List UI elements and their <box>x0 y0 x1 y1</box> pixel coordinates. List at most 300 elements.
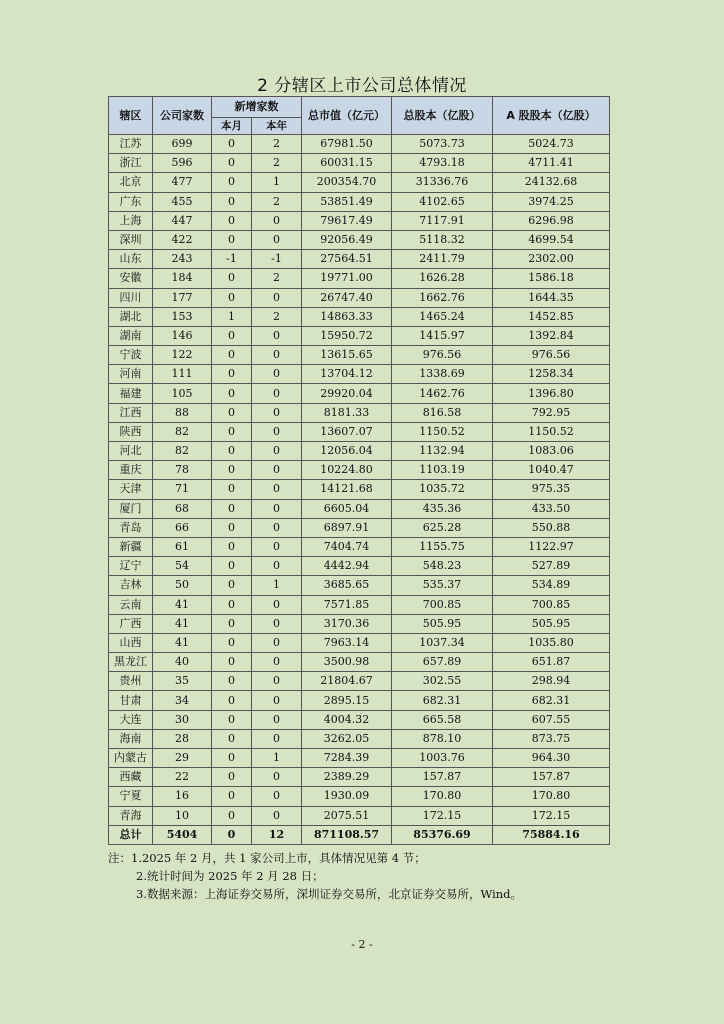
cell-total-shares: 1415.97 <box>392 326 493 345</box>
cell-a-shares: 1258.34 <box>493 365 610 384</box>
cell-a-shares: 550.88 <box>493 518 610 537</box>
cell-total-shares: 1338.69 <box>392 365 493 384</box>
cell-new-year: 0 <box>252 365 302 384</box>
cell-region: 黑龙江 <box>109 653 153 672</box>
cell-total-shares: 976.56 <box>392 346 493 365</box>
cell-total-shares: 1155.75 <box>392 537 493 556</box>
cell-a-shares: 964.30 <box>493 749 610 768</box>
cell-count: 477 <box>153 173 212 192</box>
cell-new-year: 2 <box>252 135 302 154</box>
table-row <box>109 442 610 461</box>
cell-total-shares: 1465.24 <box>392 307 493 326</box>
table-row <box>109 403 610 422</box>
table-row <box>109 288 610 307</box>
table-row <box>109 806 610 825</box>
cell-total-shares: 505.95 <box>392 614 493 633</box>
cell-new-month: 0 <box>212 710 252 729</box>
cell-new-year: 0 <box>252 326 302 345</box>
cell-total-shares: 700.85 <box>392 595 493 614</box>
cell-region: 内蒙古 <box>109 749 153 768</box>
cell-count: 71 <box>153 480 212 499</box>
cell-new-month: 0 <box>212 192 252 211</box>
cell-region: 宁波 <box>109 346 153 365</box>
cell-market-cap: 67981.50 <box>302 135 392 154</box>
cell-count: 50 <box>153 576 212 595</box>
cell-a-shares: 433.50 <box>493 499 610 518</box>
cell-market-cap: 2075.51 <box>302 806 392 825</box>
cell-a-shares: 651.87 <box>493 653 610 672</box>
cell-market-cap: 7963.14 <box>302 633 392 652</box>
cell-count: 22 <box>153 768 212 787</box>
cell-new-year: 0 <box>252 537 302 556</box>
table-row <box>109 710 610 729</box>
table-row <box>109 230 610 249</box>
table-row <box>109 135 610 154</box>
cell-a-shares: 1040.47 <box>493 461 610 480</box>
cell-new-year: 0 <box>252 346 302 365</box>
cell-count: 61 <box>153 537 212 556</box>
cell-a-shares: 5024.73 <box>493 135 610 154</box>
cell-new-month: 0 <box>212 480 252 499</box>
cell-a-shares: 1392.84 <box>493 326 610 345</box>
cell-count: 28 <box>153 729 212 748</box>
listed-companies-table <box>108 96 610 845</box>
cell-market-cap: 15950.72 <box>302 326 392 345</box>
cell-a-shares: 1122.97 <box>493 537 610 556</box>
cell-market-cap: 2895.15 <box>302 691 392 710</box>
cell-market-cap: 14863.33 <box>302 307 392 326</box>
header-region: 辖区 <box>109 97 153 135</box>
cell-new-year: 0 <box>252 403 302 422</box>
table-row <box>109 326 610 345</box>
table-row <box>109 749 610 768</box>
cell-region: 重庆 <box>109 461 153 480</box>
cell-count: 68 <box>153 499 212 518</box>
table-row <box>109 499 610 518</box>
cell-market-cap: 7571.85 <box>302 595 392 614</box>
cell-total-shares: 1103.19 <box>392 461 493 480</box>
cell-region: 深圳 <box>109 230 153 249</box>
table-row <box>109 269 610 288</box>
cell-a-shares: 6296.98 <box>493 211 610 230</box>
cell-region: 山东 <box>109 250 153 269</box>
cell-region: 江苏 <box>109 135 153 154</box>
cell-new-month: 0 <box>212 576 252 595</box>
cell-a-shares: 975.35 <box>493 480 610 499</box>
cell-count: 5404 <box>153 825 212 844</box>
footnote-2: 2.统计时间为 2025 年 2 月 28 日； <box>136 869 324 883</box>
cell-new-year: 0 <box>252 518 302 537</box>
cell-total-shares: 302.55 <box>392 672 493 691</box>
cell-market-cap: 7404.74 <box>302 537 392 556</box>
cell-new-month: 0 <box>212 729 252 748</box>
cell-region: 四川 <box>109 288 153 307</box>
cell-count: 153 <box>153 307 212 326</box>
cell-total-shares: 548.23 <box>392 557 493 576</box>
table-row <box>109 576 610 595</box>
cell-region: 辽宁 <box>109 557 153 576</box>
cell-count: 111 <box>153 365 212 384</box>
cell-count: 30 <box>153 710 212 729</box>
cell-region: 河南 <box>109 365 153 384</box>
header-count: 公司家数 <box>153 97 212 135</box>
cell-market-cap: 92056.49 <box>302 230 392 249</box>
cell-total-shares: 7117.91 <box>392 211 493 230</box>
cell-new-year: 0 <box>252 230 302 249</box>
cell-new-month: 0 <box>212 422 252 441</box>
cell-region: 陕西 <box>109 422 153 441</box>
cell-count: 122 <box>153 346 212 365</box>
table-row <box>109 614 610 633</box>
cell-market-cap: 6605.04 <box>302 499 392 518</box>
header-month: 本月 <box>212 118 252 135</box>
cell-market-cap: 6897.91 <box>302 518 392 537</box>
cell-count: 29 <box>153 749 212 768</box>
cell-new-month: 0 <box>212 787 252 806</box>
cell-new-year: 0 <box>252 442 302 461</box>
cell-total-shares: 1662.76 <box>392 288 493 307</box>
cell-market-cap: 12056.04 <box>302 442 392 461</box>
cell-market-cap: 79617.49 <box>302 211 392 230</box>
cell-total-shares: 1150.52 <box>392 422 493 441</box>
cell-region: 宁夏 <box>109 787 153 806</box>
cell-new-month: 0 <box>212 749 252 768</box>
page-number: - 2 - <box>351 938 373 951</box>
cell-new-month: 0 <box>212 499 252 518</box>
cell-new-month: 0 <box>212 806 252 825</box>
cell-a-shares: 298.94 <box>493 672 610 691</box>
cell-total-shares: 1132.94 <box>392 442 493 461</box>
cell-total-shares: 4102.65 <box>392 192 493 211</box>
cell-new-month: 0 <box>212 326 252 345</box>
cell-a-shares: 4711.41 <box>493 154 610 173</box>
footnotes <box>108 849 668 903</box>
cell-market-cap: 13615.65 <box>302 346 392 365</box>
cell-region: 总计 <box>109 825 153 844</box>
cell-region: 吉林 <box>109 576 153 595</box>
cell-region: 上海 <box>109 211 153 230</box>
cell-market-cap: 21804.67 <box>302 672 392 691</box>
cell-region: 浙江 <box>109 154 153 173</box>
cell-market-cap: 200354.70 <box>302 173 392 192</box>
table-row <box>109 768 610 787</box>
cell-a-shares: 170.80 <box>493 787 610 806</box>
cell-total-shares: 657.89 <box>392 653 493 672</box>
cell-new-month: 0 <box>212 653 252 672</box>
cell-count: 177 <box>153 288 212 307</box>
table-row <box>109 346 610 365</box>
cell-a-shares: 75884.16 <box>493 825 610 844</box>
cell-new-month: -1 <box>212 250 252 269</box>
cell-new-year: 0 <box>252 768 302 787</box>
cell-total-shares: 1462.76 <box>392 384 493 403</box>
cell-new-year: 0 <box>252 691 302 710</box>
cell-region: 新疆 <box>109 537 153 556</box>
cell-total-shares: 31336.76 <box>392 173 493 192</box>
cell-region: 大连 <box>109 710 153 729</box>
cell-new-year: 0 <box>252 672 302 691</box>
cell-new-month: 0 <box>212 154 252 173</box>
cell-new-year: 2 <box>252 269 302 288</box>
cell-market-cap: 871108.57 <box>302 825 392 844</box>
cell-a-shares: 700.85 <box>493 595 610 614</box>
cell-total-shares: 5073.73 <box>392 135 493 154</box>
table-row <box>109 729 610 748</box>
cell-a-shares: 1083.06 <box>493 442 610 461</box>
cell-market-cap: 53851.49 <box>302 192 392 211</box>
header-market-cap: 总市值（亿元） <box>302 97 392 135</box>
cell-a-shares: 792.95 <box>493 403 610 422</box>
cell-region: 青岛 <box>109 518 153 537</box>
cell-market-cap: 7284.39 <box>302 749 392 768</box>
cell-new-month: 0 <box>212 365 252 384</box>
cell-new-month: 0 <box>212 461 252 480</box>
cell-region: 海南 <box>109 729 153 748</box>
cell-total-shares: 435.36 <box>392 499 493 518</box>
cell-region: 福建 <box>109 384 153 403</box>
header-total-shares: 总股本（亿股） <box>392 97 493 135</box>
total-row <box>109 825 610 844</box>
cell-market-cap: 13607.07 <box>302 422 392 441</box>
cell-region: 贵州 <box>109 672 153 691</box>
cell-a-shares: 3974.25 <box>493 192 610 211</box>
cell-region: 甘肃 <box>109 691 153 710</box>
cell-new-year: 0 <box>252 422 302 441</box>
cell-new-year: 0 <box>252 461 302 480</box>
cell-new-month: 0 <box>212 442 252 461</box>
cell-a-shares: 1644.35 <box>493 288 610 307</box>
cell-total-shares: 1037.34 <box>392 633 493 652</box>
cell-new-year: 0 <box>252 288 302 307</box>
cell-new-year: 0 <box>252 557 302 576</box>
cell-total-shares: 682.31 <box>392 691 493 710</box>
cell-region: 江西 <box>109 403 153 422</box>
cell-total-shares: 1003.76 <box>392 749 493 768</box>
cell-new-year: 0 <box>252 595 302 614</box>
cell-count: 66 <box>153 518 212 537</box>
cell-new-year: -1 <box>252 250 302 269</box>
cell-total-shares: 1035.72 <box>392 480 493 499</box>
cell-new-month: 0 <box>212 288 252 307</box>
cell-new-year: 0 <box>252 787 302 806</box>
table-row <box>109 691 610 710</box>
table-body <box>109 135 610 845</box>
table-row <box>109 672 610 691</box>
table-row <box>109 480 610 499</box>
cell-region: 天津 <box>109 480 153 499</box>
cell-new-month: 0 <box>212 595 252 614</box>
cell-total-shares: 5118.32 <box>392 230 493 249</box>
cell-count: 447 <box>153 211 212 230</box>
cell-new-year: 0 <box>252 211 302 230</box>
cell-region: 广西 <box>109 614 153 633</box>
cell-a-shares: 2302.00 <box>493 250 610 269</box>
table-row <box>109 518 610 537</box>
cell-region: 青海 <box>109 806 153 825</box>
cell-new-month: 1 <box>212 307 252 326</box>
cell-new-year: 0 <box>252 480 302 499</box>
cell-a-shares: 24132.68 <box>493 173 610 192</box>
cell-new-month: 0 <box>212 691 252 710</box>
cell-region: 云南 <box>109 595 153 614</box>
table-row <box>109 422 610 441</box>
table-header <box>109 97 610 135</box>
table-row <box>109 365 610 384</box>
cell-region: 西藏 <box>109 768 153 787</box>
cell-new-year: 0 <box>252 710 302 729</box>
cell-new-year: 2 <box>252 307 302 326</box>
cell-total-shares: 2411.79 <box>392 250 493 269</box>
cell-total-shares: 665.58 <box>392 710 493 729</box>
cell-count: 10 <box>153 806 212 825</box>
header-year: 本年 <box>252 118 302 135</box>
cell-a-shares: 1396.80 <box>493 384 610 403</box>
cell-new-month: 0 <box>212 633 252 652</box>
cell-region: 山西 <box>109 633 153 652</box>
cell-new-month: 0 <box>212 614 252 633</box>
cell-new-year: 0 <box>252 729 302 748</box>
cell-count: 82 <box>153 422 212 441</box>
cell-new-year: 0 <box>252 499 302 518</box>
cell-market-cap: 10224.80 <box>302 461 392 480</box>
cell-count: 596 <box>153 154 212 173</box>
cell-total-shares: 878.10 <box>392 729 493 748</box>
cell-new-year: 0 <box>252 633 302 652</box>
footnote-3: 3.数据来源：上海证券交易所，深圳证券交易所，北京证券交易所，Wind。 <box>136 887 523 901</box>
cell-count: 35 <box>153 672 212 691</box>
cell-region: 湖南 <box>109 326 153 345</box>
cell-total-shares: 535.37 <box>392 576 493 595</box>
cell-new-month: 0 <box>212 230 252 249</box>
table-row <box>109 633 610 652</box>
cell-count: 422 <box>153 230 212 249</box>
cell-region: 安徽 <box>109 269 153 288</box>
cell-a-shares: 505.95 <box>493 614 610 633</box>
table-row <box>109 192 610 211</box>
cell-count: 54 <box>153 557 212 576</box>
cell-market-cap: 29920.04 <box>302 384 392 403</box>
cell-a-shares: 4699.54 <box>493 230 610 249</box>
cell-count: 105 <box>153 384 212 403</box>
cell-new-year: 1 <box>252 749 302 768</box>
header-a-shares: A 股股本（亿股） <box>493 97 610 135</box>
cell-new-month: 0 <box>212 384 252 403</box>
cell-a-shares: 682.31 <box>493 691 610 710</box>
cell-a-shares: 527.89 <box>493 557 610 576</box>
cell-a-shares: 157.87 <box>493 768 610 787</box>
cell-market-cap: 8181.33 <box>302 403 392 422</box>
table-row <box>109 211 610 230</box>
cell-market-cap: 4004.32 <box>302 710 392 729</box>
cell-region: 北京 <box>109 173 153 192</box>
cell-a-shares: 1035.80 <box>493 633 610 652</box>
cell-new-year: 2 <box>252 154 302 173</box>
cell-new-year: 0 <box>252 614 302 633</box>
cell-a-shares: 1452.85 <box>493 307 610 326</box>
cell-market-cap: 4442.94 <box>302 557 392 576</box>
cell-count: 699 <box>153 135 212 154</box>
cell-market-cap: 26747.40 <box>302 288 392 307</box>
cell-total-shares: 1626.28 <box>392 269 493 288</box>
cell-new-month: 0 <box>212 135 252 154</box>
cell-a-shares: 607.55 <box>493 710 610 729</box>
cell-count: 184 <box>153 269 212 288</box>
cell-count: 146 <box>153 326 212 345</box>
cell-count: 455 <box>153 192 212 211</box>
cell-count: 40 <box>153 653 212 672</box>
cell-region: 河北 <box>109 442 153 461</box>
cell-total-shares: 4793.18 <box>392 154 493 173</box>
cell-total-shares: 816.58 <box>392 403 493 422</box>
cell-market-cap: 3500.98 <box>302 653 392 672</box>
cell-new-year: 0 <box>252 384 302 403</box>
cell-new-month: 0 <box>212 537 252 556</box>
table-row <box>109 537 610 556</box>
cell-region: 湖北 <box>109 307 153 326</box>
cell-count: 41 <box>153 595 212 614</box>
table-row <box>109 557 610 576</box>
cell-market-cap: 3170.36 <box>302 614 392 633</box>
footnote-1: 注：1.2025 年 2 月，共 1 家公司上市，具体情况见第 4 节； <box>108 851 426 865</box>
cell-new-month: 0 <box>212 346 252 365</box>
cell-new-month: 0 <box>212 403 252 422</box>
cell-new-year: 1 <box>252 576 302 595</box>
cell-count: 34 <box>153 691 212 710</box>
table-row <box>109 250 610 269</box>
page-title: 2 分辖区上市公司总体情况 <box>257 76 467 96</box>
table-row <box>109 154 610 173</box>
cell-new-year: 0 <box>252 653 302 672</box>
cell-new-month: 0 <box>212 557 252 576</box>
table-row <box>109 173 610 192</box>
cell-a-shares: 976.56 <box>493 346 610 365</box>
cell-market-cap: 27564.51 <box>302 250 392 269</box>
cell-new-month: 0 <box>212 825 252 844</box>
cell-count: 88 <box>153 403 212 422</box>
cell-market-cap: 14121.68 <box>302 480 392 499</box>
table-row <box>109 384 610 403</box>
cell-new-year: 1 <box>252 173 302 192</box>
cell-new-month: 0 <box>212 173 252 192</box>
cell-total-shares: 625.28 <box>392 518 493 537</box>
cell-market-cap: 60031.15 <box>302 154 392 173</box>
table-row <box>109 307 610 326</box>
cell-market-cap: 1930.09 <box>302 787 392 806</box>
cell-new-year: 12 <box>252 825 302 844</box>
cell-total-shares: 172.15 <box>392 806 493 825</box>
cell-market-cap: 3262.05 <box>302 729 392 748</box>
cell-total-shares: 170.80 <box>392 787 493 806</box>
cell-count: 16 <box>153 787 212 806</box>
cell-new-month: 0 <box>212 672 252 691</box>
table-row <box>109 461 610 480</box>
cell-market-cap: 3685.65 <box>302 576 392 595</box>
cell-new-year: 2 <box>252 192 302 211</box>
cell-market-cap: 2389.29 <box>302 768 392 787</box>
cell-region: 广东 <box>109 192 153 211</box>
cell-new-month: 0 <box>212 518 252 537</box>
cell-market-cap: 13704.12 <box>302 365 392 384</box>
cell-count: 82 <box>153 442 212 461</box>
cell-count: 41 <box>153 633 212 652</box>
cell-total-shares: 85376.69 <box>392 825 493 844</box>
table-row <box>109 653 610 672</box>
cell-count: 78 <box>153 461 212 480</box>
table-row <box>109 595 610 614</box>
cell-count: 243 <box>153 250 212 269</box>
header-new: 新增家数 <box>212 97 302 118</box>
cell-new-year: 0 <box>252 806 302 825</box>
